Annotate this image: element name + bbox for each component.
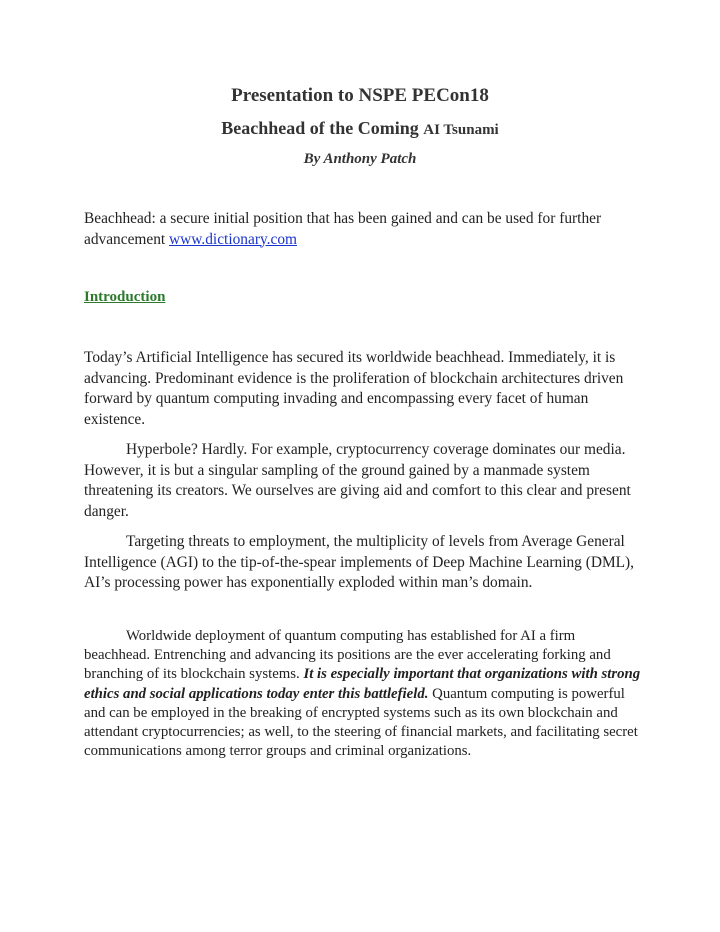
subtitle-small: AI Tsunami bbox=[423, 122, 499, 138]
author-byline: By Anthony Patch bbox=[303, 151, 417, 167]
paragraph-4 bbox=[84, 627, 644, 761]
paragraph-4-end: Quantum computing is powerful and can be employed in the breaking of encrypted systems such as its own blockchain and attendant cryptocurrencies; as well, to the steering of financial markets, and facilitating secret communications among terror groups and criminal organizations. bbox=[84, 685, 638, 760]
paragraph-2-text: Hyperbole? Hardly. For example, cryptocurrency coverage dominates our media. However, it is but a singular sampling of the ground gained by a manmade system threatening its creators. We ourselves are giving aid and comfort to this clear and present danger. bbox=[84, 441, 631, 520]
paragraph-3-text: Targeting threats to employment, the multiplicity of levels from Average General Intelligence (AGI) to the tip-of-the-spear implements of Deep Machine Learning (DML), AI’s processing power has exponentially exploded within man’s domain. bbox=[84, 533, 635, 592]
paragraph-3 bbox=[84, 532, 644, 594]
paragraph-4-emphasis: It is especially important that organizations with strong ethics and social applications today enter this battlefield. bbox=[84, 666, 641, 702]
paragraph-1: Today’s Artificial Intelligence has secured its worldwide beachhead. Immediately, it is advancing. Predominant evidence is the proliferation of blockchain architectures driven forward by quantum computing invading and encompassing every facet of human existence. bbox=[84, 349, 624, 428]
document-title: Presentation to NSPE PECon18 bbox=[231, 85, 489, 106]
paragraph-4-start: Worldwide deployment of quantum computing has established for AI a firm beachhead. Entrenching and advancing its positions are the ever accelerating forking and branching of its blockchain systems. bbox=[84, 628, 611, 683]
definition-text: Beachhead: a secure initial position that has been gained and can be used for further advancement bbox=[84, 210, 602, 248]
document-subtitle bbox=[0, 118, 720, 139]
subtitle-main: Beachhead of the Coming bbox=[221, 118, 424, 138]
dictionary-link[interactable]: www.dictionary.com bbox=[169, 230, 297, 248]
section-heading-introduction: Introduction bbox=[84, 289, 166, 305]
definition-paragraph bbox=[84, 209, 644, 250]
paragraph-2 bbox=[84, 440, 644, 522]
